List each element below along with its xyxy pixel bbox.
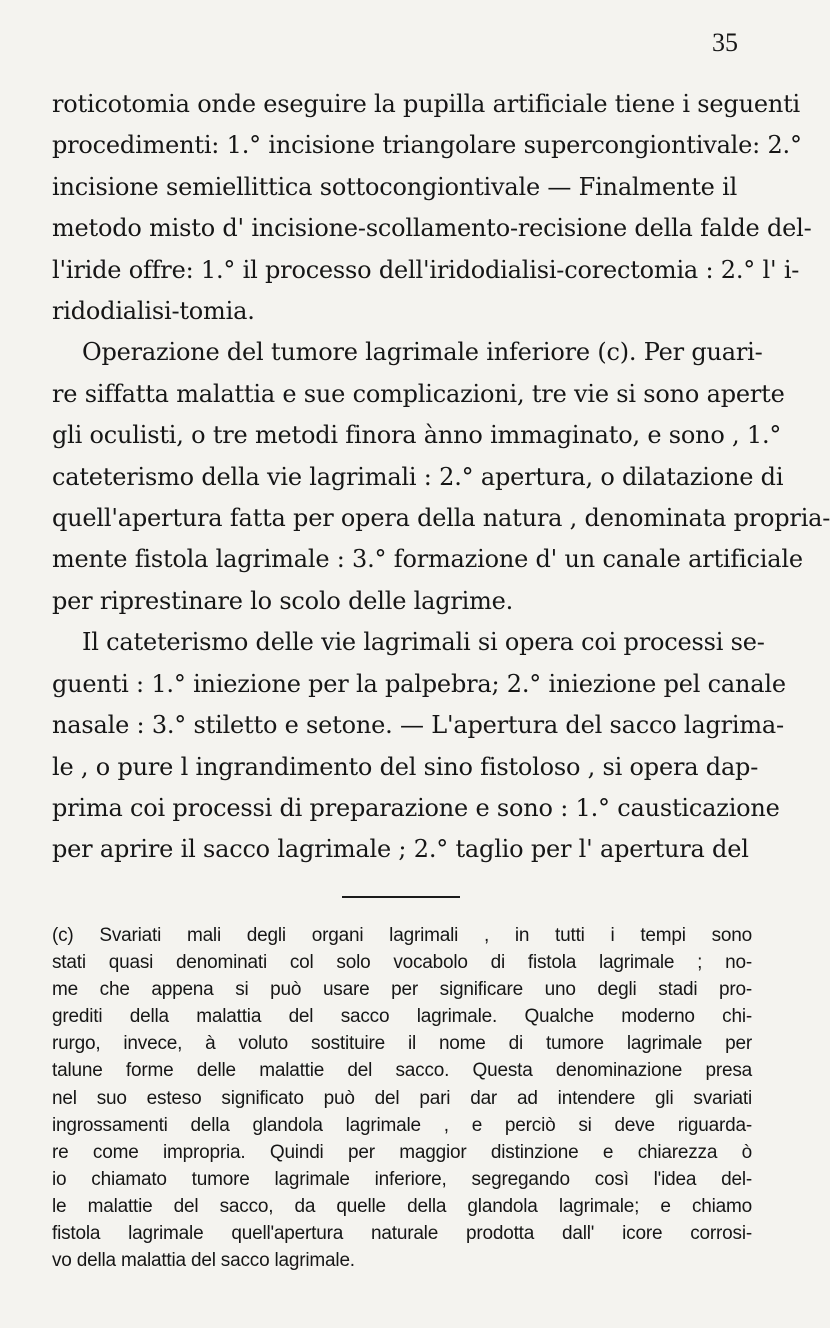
footnote-line-13: vo della malattia del sacco lagrimale. <box>52 1250 355 1272</box>
footnote-line-5: rurgo, invece, à voluto sostituire il nome di tumore lagrimale per <box>52 1033 752 1055</box>
paragraph-2 <box>52 332 830 622</box>
page-number: 35 <box>712 28 738 57</box>
body-line-16: nasale : 3.° stiletto e setone. — L'apertura del sacco lagrima- <box>52 711 784 740</box>
body-line-13: per riprestinare lo scolo delle lagrime. <box>52 586 514 615</box>
body-line-8: re siffatta malattia e sue complicazioni, tre vie si sono aperte <box>52 379 785 408</box>
paragraph-1 <box>52 84 812 332</box>
footnote-divider <box>342 896 460 898</box>
main-text <box>52 84 830 871</box>
footnote-line-6: talune forme delle malattie del sacco. Questa denominazione presa <box>52 1060 752 1082</box>
body-line-17: le , o pure l ingrandimento del sino fistoloso , si opera dap- <box>52 752 759 781</box>
footnote-block <box>52 922 752 1274</box>
footnote-line-10: io chiamato tumore lagrimale inferiore, segregando così l'idea del- <box>52 1168 752 1190</box>
body-line-10: cateterismo della vie lagrimali : 2.° apertura, o dilatazione di <box>52 462 784 491</box>
body-line-4: metodo misto d' incisione-scollamento-recisione della falde del- <box>52 214 812 243</box>
body-line-2: procedimenti: 1.° incisione triangolare supercongiontivale: 2.° <box>52 131 802 160</box>
footnote-line-4: grediti della malattia del sacco lagrimale. Qualche moderno chi- <box>52 1006 752 1028</box>
body-line-12: mente fistola lagrimale : 3.° formazione d' un canale artificiale <box>52 545 803 574</box>
body-line-7: Operazione del tumore lagrimale inferiore (c). Per guari- <box>82 338 763 367</box>
footnote-line-2: stati quasi denominati col solo vocabolo di fistola lagrimale ; no- <box>52 952 752 974</box>
footnote-line-9: re come impropria. Quindi per maggior distinzione e chiarezza ò <box>52 1141 752 1163</box>
footnote-line-3: me che appena si può usare per significare uno degli stadi pro- <box>52 979 752 1001</box>
footnote-line-7: nel suo esteso significato può del pari dar ad intendere gli svariati <box>52 1087 752 1109</box>
body-line-11: quell'apertura fatta per opera della natura , denominata propria- <box>52 504 830 533</box>
body-line-9: gli oculisti, o tre metodi finora ànno immaginato, e sono , 1.° <box>52 421 782 450</box>
footnote-line-12: fistola lagrimale quell'apertura naturale prodotta dall' icore corrosi- <box>52 1223 752 1245</box>
footnote-line-11: le malattie del sacco, da quelle della glandola lagrimale; e chiamo <box>52 1195 752 1217</box>
body-line-14: Il cateterismo delle vie lagrimali si opera coi processi se- <box>82 628 765 657</box>
body-line-5: l'iride offre: 1.° il processo dell'iridodialisi-corectomia : 2.° l' i- <box>52 255 800 284</box>
paragraph-3 <box>52 622 786 870</box>
body-line-15: guenti : 1.° iniezione per la palpebra; 2.° iniezione pel canale <box>52 669 786 698</box>
body-line-6: ridodialisi-tomia. <box>52 297 255 326</box>
body-line-18: prima coi processi di preparazione e sono : 1.° causticazione <box>52 793 780 822</box>
body-line-19: per aprire il sacco lagrimale ; 2.° taglio per l' apertura del <box>52 835 749 864</box>
body-line-3: incisione semiellittica sottocongiontivale — Finalmente il <box>52 172 738 201</box>
footnote-line-8: ingrossamenti della glandola lagrimale , e perciò si deve riguarda- <box>52 1114 752 1136</box>
footnote-line-1: (c) Svariati mali degli organi lagrimali , in tutti i tempi sono <box>52 925 752 946</box>
body-line-1: roticotomia onde eseguire la pupilla artificiale tiene i seguenti <box>52 90 801 118</box>
